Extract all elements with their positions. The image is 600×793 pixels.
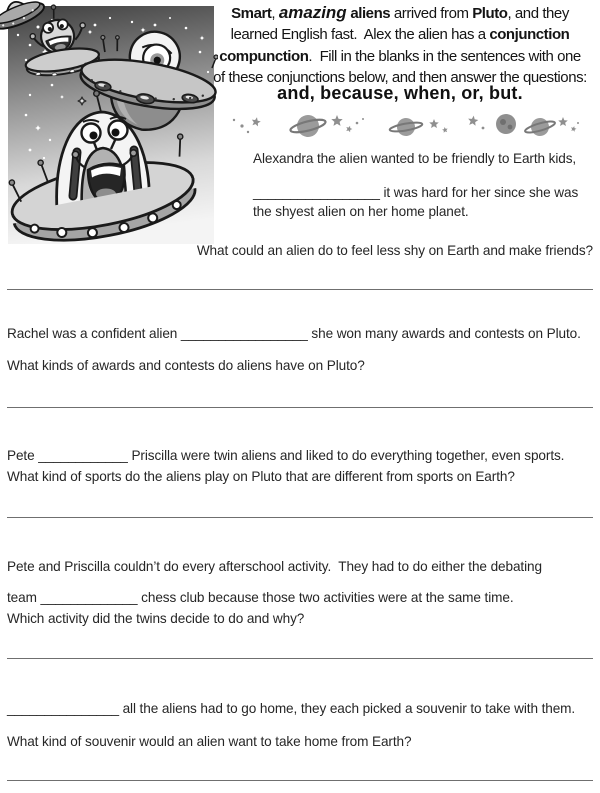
aliens-ufo-illustration bbox=[0, 0, 218, 246]
header-intro: Smart, amazing aliens arrived from Pluto, and they learned English fast. Alex the alien has a conjunction compunction. Fill in the blanks in the sentences with one of these conjunctions below, and then answer the questions: bbox=[213, 3, 587, 86]
exercise2-question: What kinds of awards and contests do aliens have on Pluto? bbox=[7, 358, 365, 373]
answer-line-5 bbox=[7, 780, 593, 781]
saturn-icon bbox=[388, 115, 424, 138]
exercise1-sentence-line3: the shyest alien on her home planet. bbox=[253, 204, 469, 219]
divider-elements bbox=[233, 112, 579, 140]
exercise3-sentence: Pete ____________ Priscilla were twin aliens and liked to do everything together, even sports. bbox=[7, 448, 565, 463]
exercise1-question: What could an alien do to feel less shy on Earth and make friends? bbox=[196, 243, 593, 258]
exercise1-sentence-line2: _________________ it was hard for her since she was bbox=[253, 185, 579, 200]
exercise5-question: What kind of souvenir would an alien want to take home from Earth? bbox=[7, 734, 412, 749]
answer-line-2 bbox=[7, 407, 593, 408]
exercise3-question: What kind of sports do the aliens play on Pluto that are different from sports on Earth? bbox=[7, 469, 515, 484]
conjunction-word-bank: and, because, when, or, but. bbox=[277, 83, 523, 103]
saturn-icon bbox=[288, 112, 328, 140]
exercise5-sentence: _______________ all the aliens had to go home, they each picked a souvenir to take with them. bbox=[7, 701, 576, 716]
answer-line-4 bbox=[7, 658, 593, 659]
answer-line-1 bbox=[7, 289, 593, 290]
exercise4-sentence-line2: team _____________ chess club because those two activities were at the same time. bbox=[7, 590, 514, 605]
shaded-planet-icon bbox=[496, 114, 516, 134]
stars-planets-divider bbox=[228, 112, 580, 140]
exercise4-question: Which activity did the twins decide to do and why? bbox=[7, 611, 305, 626]
exercise2-sentence: Rachel was a confident alien _________________ she won many awards and contests on Pluto. bbox=[7, 326, 581, 341]
exercise1-sentence-line1: Alexandra the alien wanted to be friendly to Earth kids, bbox=[253, 151, 577, 166]
answer-line-3 bbox=[7, 517, 593, 518]
exercise4-sentence-line1: Pete and Priscilla couldn’t do every afterschool activity. They had to do either the debating bbox=[7, 559, 542, 574]
saturn-icon bbox=[523, 114, 558, 140]
